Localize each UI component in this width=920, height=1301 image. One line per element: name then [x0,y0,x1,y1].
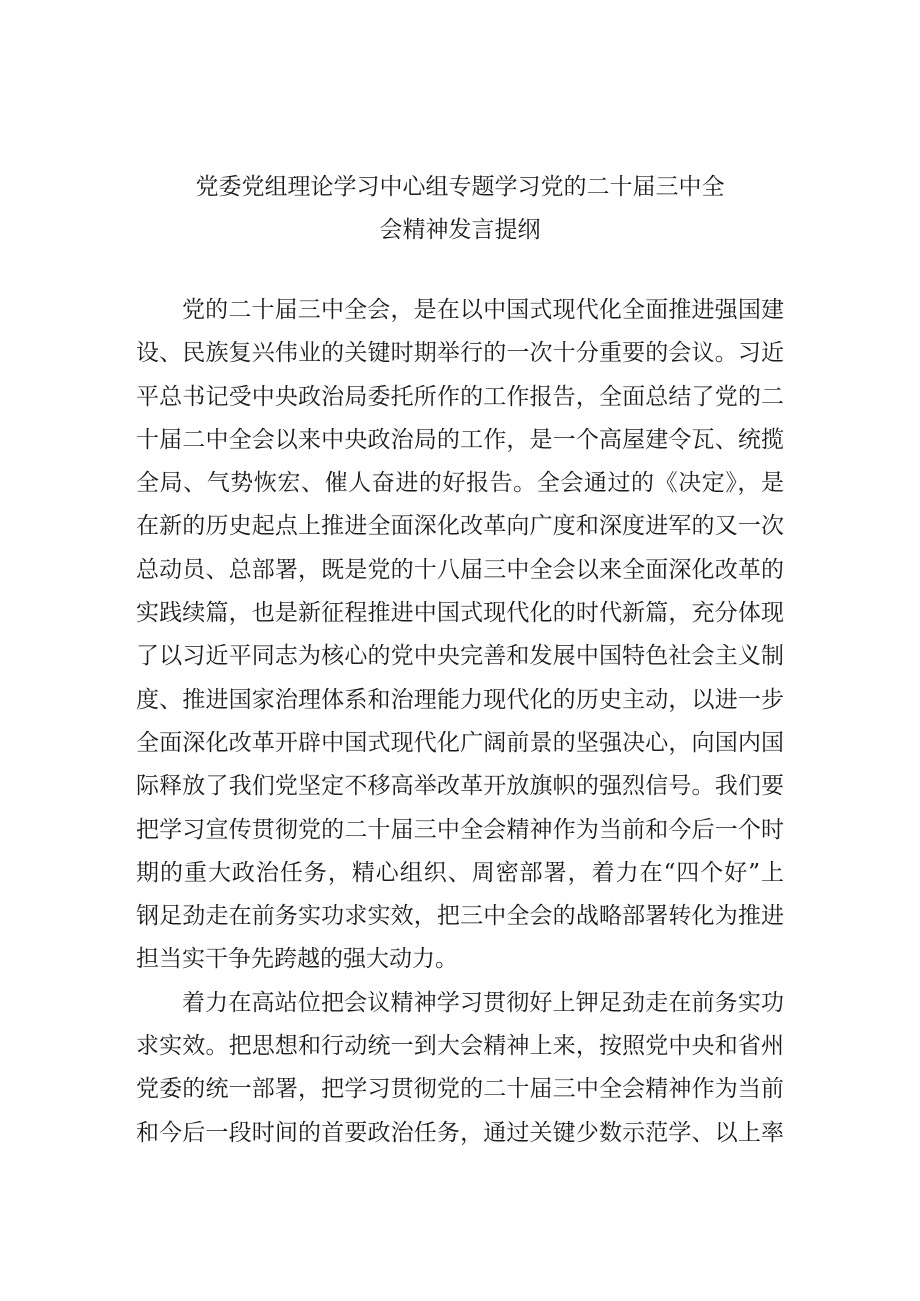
text-line: 了以习近平同志为核心的党中央完善和发展中国特色社会主义制 [136,643,784,670]
text-line: 党的二十届三中全会，是在以中国式现代化全面推进强国建 [182,297,784,323]
text-line: 实践续篇，也是新征程推进中国式现代化的时代新篇，充分体现 [136,600,784,627]
text-line: 设、民族复兴伟业的关键时期举行的一次十分重要的会议。习近 [136,340,784,367]
title-line: 会精神发言提纲 [379,217,541,243]
text-line: 十届二中全会以来中央政治局的工作，是一个高屋建令瓦、统揽 [136,426,784,453]
text-line: 把学习宣传贯彻党的二十届三中全会精神作为当前和今后一个时 [136,816,784,843]
text-line: 钢足劲走在前务实功求实效，把三中全会的战略部署转化为推进 [136,903,784,930]
text-line: 在新的历史起点上推进全面深化改革向广度和深度进军的又一次 [136,513,784,540]
document-title [136,166,784,252]
text-line: 担当实干争先跨越的强大动力。 [136,946,458,973]
title-line: 党委党组理论学习中心组专题学习党的二十届三中全 [195,174,725,200]
document-body [136,289,784,1155]
text-line: 求实效。把思想和行动统一到大会精神上来，按照党中央和省州 [136,1033,784,1060]
paragraph-2 [136,982,784,1155]
text-line: 全面深化改革开辟中国式现代化广阔前景的坚强决心，向国内国 [136,729,784,756]
text-line: 和今后一段时间的首要政治任务，通过关键少数示范学、以上率 [136,1119,784,1146]
text-line: 期的重大政治任务，精心组织、周密部署，着力在“四个好”上 [136,859,784,886]
text-line: 际释放了我们党坚定不移高举改革开放旗帜的强烈信号。我们要 [136,773,784,800]
text-line: 全局、气势恢宏、催人奋进的好报告。全会通过的《决定》，是 [136,470,784,497]
text-line: 平总书记受中央政治局委托所作的工作报告，全面总结了党的二 [136,383,784,410]
text-line: 着力在高站位把会议精神学习贯彻好上钾足劲走在前务实功 [182,989,784,1016]
text-line: 总动员、总部署，既是党的十八届三中全会以来全面深化改革的 [136,556,784,583]
paragraph-1 [136,289,784,982]
text-line: 度、推进国家治理体系和治理能力现代化的历史主动，以进一步 [136,686,784,713]
text-line: 党委的统一部署，把学习贯彻党的二十届三中全会精神作为当前 [136,1076,784,1103]
